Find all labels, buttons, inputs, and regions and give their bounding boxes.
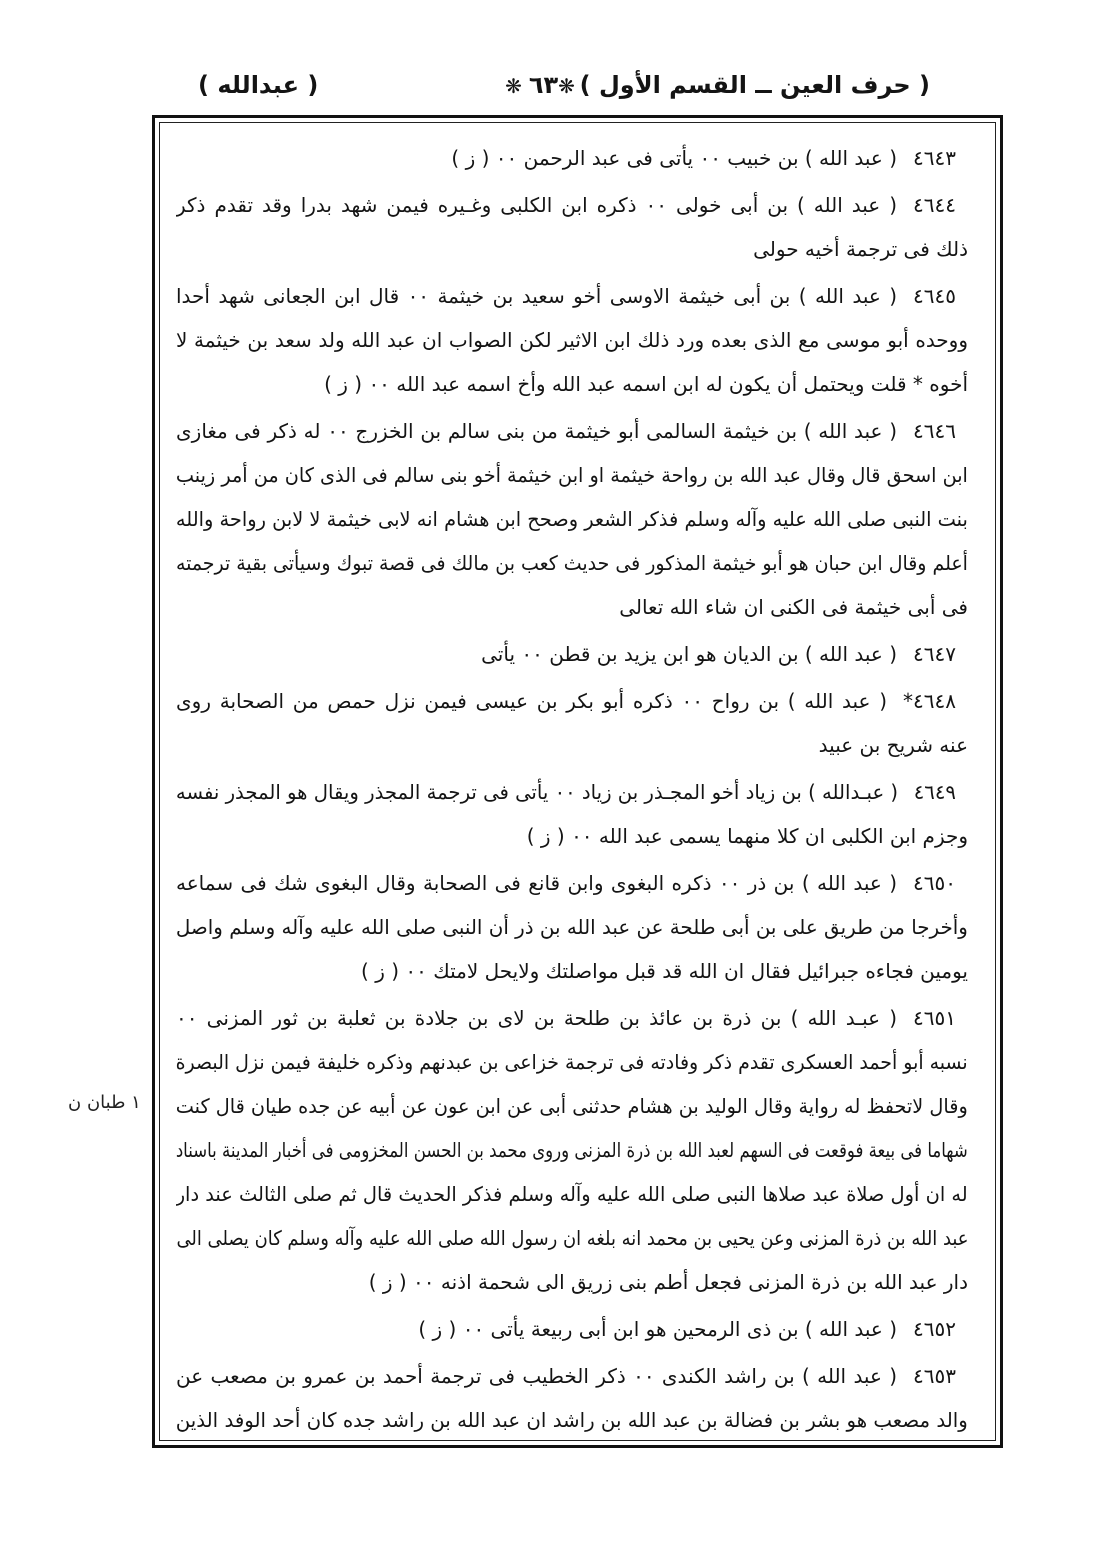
text-line	[176, 136, 968, 180]
text-line	[176, 770, 968, 814]
text-line	[176, 1354, 968, 1398]
text-line	[176, 541, 968, 585]
text-line-content	[176, 861, 956, 905]
entry-text: ( عبد الله ) بن ذر ٠٠ ذكره البغوى وابن قانع فى الصحابة وقال البغوى شك فى سماعه	[176, 871, 898, 895]
text-line	[176, 949, 968, 993]
text-line	[176, 409, 968, 453]
page-number: ❋ ٦٣ ❋	[470, 66, 610, 104]
text-line-content	[361, 949, 968, 993]
text-line-content	[451, 136, 956, 180]
text-line-content	[176, 905, 968, 949]
text-line-content	[176, 453, 968, 497]
entry-number: ٤٦٤٣	[913, 146, 956, 170]
text-line-content	[176, 770, 956, 814]
entry-text: عبد الله بن ذرة المزنى وعن يحيى بن محمد انه بلغه ان رسول الله صلى الله عليه وآله وسلم كان يصلى الى	[176, 1226, 968, 1250]
entry-text: فى أبى خيثمة فى الكنى ان شاء الله تعالى	[619, 595, 968, 619]
text-line	[176, 814, 968, 858]
entry-text: دار عبد الله بن ذرة المزنى فجعل أطم بنى زريق الى شحمة اذنه ٠٠ ( ز )	[368, 1270, 968, 1294]
text-line-content	[619, 585, 968, 629]
entry-text: ( عبد الله ) بن ذى الرمحين هو ابن أبى ربيعة يأتى ٠٠ ( ز )	[418, 1317, 898, 1341]
entries-column	[176, 136, 968, 1445]
text-line	[176, 318, 968, 362]
text-line-content	[176, 679, 956, 723]
entry-number: ٤٦٤٨*	[903, 689, 956, 713]
entry-number: ٤٦٥٠	[913, 871, 956, 895]
entry-text: شهاما فى بيعة فوقعت فى السهم لعبد الله بن ذرة المزنى وروى محمد بن الحسن المخزومى فى أخبار المدينة باسناد	[176, 1138, 968, 1162]
margin-note: ١ طبان ن	[68, 1092, 141, 1113]
running-header-name: ( عبدالله )	[198, 71, 319, 99]
text-line	[176, 996, 968, 1040]
entry-text: ذلك فى ترجمة أخيه حولى	[753, 237, 968, 261]
text-line-content	[176, 996, 956, 1040]
text-line	[176, 723, 968, 767]
text-line-content	[176, 409, 956, 453]
entry-text: عنه شريح بن عبيد	[818, 733, 968, 757]
entry-text: ( عبد الله ) بن راشد الكندى ٠٠ ذكر الخطيب فى ترجمة أحمد بن عمرو بن مصعب عن	[176, 1364, 898, 1388]
text-line-content	[753, 227, 968, 271]
text-line-content	[527, 814, 968, 858]
text-line-content	[369, 1260, 968, 1304]
entry-text: وجزم ابن الكلبى ان كلا منهما يسمى عبد الله ٠٠ ( ز )	[526, 824, 968, 848]
entry	[176, 409, 968, 629]
text-line-content	[176, 1398, 968, 1442]
entry-text: ابن اسحق قال وقال عبد الله بن رواحة خيثمة او ابن خيثمة أخو بنى سالم فى الذى كان من أمر زينب	[176, 463, 968, 487]
text-line-content	[481, 632, 956, 676]
text-line	[176, 183, 968, 227]
text-line	[176, 1040, 968, 1084]
entry-text: ( عبد الله ) بن رواح ٠٠ ذكره أبو بكر بن عيسى فيمن نزل حمص من الصحابة روى	[176, 689, 888, 713]
entry-text: والد مصعب هو بشر بن فضالة بن عبد الله بن راشد ان عبد الله بن راشد جده كان أحد الوفد الذين	[176, 1408, 968, 1432]
entry-text: ( عبد الله ) بن أبى خولى ٠٠ ذكره ابن الكلبى وغـيره فيمن شهد بدرا وقد تقدم ذكر	[176, 193, 898, 217]
text-line-content	[324, 362, 968, 406]
text-line-content	[176, 1128, 968, 1172]
entry-number: ٤٦٥١	[913, 1006, 956, 1030]
text-line	[176, 632, 968, 676]
text-line	[176, 1216, 968, 1260]
text-line	[176, 585, 968, 629]
text-line	[176, 1398, 968, 1442]
text-line	[176, 227, 968, 271]
entry-text: ( عبـد الله ) بن ذرة بن عائذ بن طلحة بن لاى بن جلادة بن ثعلبة بن ثور المزنى ٠٠	[176, 1006, 898, 1030]
text-line	[176, 905, 968, 949]
text-line	[176, 497, 968, 541]
entry-text: ( عبـدالله ) بن زياد أخو المجـذر بن زياد ٠٠ يأتى فى ترجمة المجذر ويقال هو المجذر نفسه	[176, 780, 899, 804]
text-line-content	[176, 541, 968, 585]
entry	[176, 274, 968, 406]
text-line-content	[176, 274, 956, 318]
text-line-content	[176, 318, 968, 362]
text-line-content	[176, 1084, 968, 1128]
entry-number: ٤٦٤٩	[913, 780, 956, 804]
text-line-content	[176, 497, 968, 541]
text-line	[176, 362, 968, 406]
text-line-content	[176, 1172, 968, 1216]
text-line	[176, 861, 968, 905]
entry	[176, 861, 968, 993]
entry-number: ٤٦٤٤	[913, 193, 956, 217]
running-header-chapter: ( حرف العين ــ القسم الأول )	[579, 71, 930, 99]
entry	[176, 632, 968, 676]
entry	[176, 996, 968, 1304]
text-line-content	[819, 723, 968, 767]
text-line-content	[418, 1307, 956, 1351]
entry-number: ٤٦٥٢	[913, 1317, 956, 1341]
entry	[176, 1307, 968, 1351]
text-line	[176, 1172, 968, 1216]
text-line	[176, 274, 968, 318]
text-line-content	[176, 1354, 956, 1398]
entry-number: ٤٦٥٣	[913, 1364, 956, 1388]
entry-text: بنت النبى صلى الله عليه وآله وسلم فذكر الشعر وصحح ابن هشام انه لابى خيثمة لا لابن رواحة والله	[176, 507, 968, 531]
text-line	[176, 453, 968, 497]
text-line	[176, 1307, 968, 1351]
entry-number: ٤٦٤٦	[913, 419, 956, 443]
entry-text: نسبه أبو أحمد العسكرى تقدم ذكر وفادته فى ترجمة خزاعى بن عبدنهم وذكره خليفة فيمن نزل البصرة	[176, 1050, 968, 1074]
entry	[176, 1354, 968, 1442]
entry-text: له ان أول صلاة عبد صلاها النبى صلى الله عليه وآله وسلم فذكر الحديث قال ثم صلى الثالث عند دار	[176, 1182, 968, 1206]
entry-text: ( عبد الله ) بن خبيب ٠٠ يأتى فى عبد الرحمن ٠٠ ( ز )	[451, 146, 898, 170]
entry	[176, 679, 968, 767]
entry-text: أخوه * قلت ويحتمل أن يكون له ابن اسمه عبد الله وأخ اسمه عبد الله ٠٠ ( ز )	[324, 372, 968, 396]
entry-text: ( عبد الله ) بن خيثمة السالمى أبو خيثمة من بنى سالم بن الخزرج ٠٠ له ذكر فى مغازى	[176, 419, 898, 443]
entry-number: ٤٦٤٥	[913, 284, 956, 308]
text-line	[176, 679, 968, 723]
entry-text: وأخرجا من طريق على بن أبى طلحة عن عبد الله بن ذر أن النبى صلى الله عليه وآله وسلم واصل	[176, 915, 968, 939]
entry-text: أعلم وقال ابن حبان هو أبو خيثمة المذكور فى حديث كعب بن مالك فى قصة تبوك وسيأتى بقية ترجمته	[176, 551, 968, 575]
entry-text: ( عبد الله ) بن أبى خيثمة الاوسى أخو سعيد بن خيثمة ٠٠ قال ابن الجعانى شهد أحدا	[176, 284, 898, 308]
entry-text: ووحده أبو موسى مع الذى بعده ورد ذلك ابن الاثير لكن الصواب ان عبد الله ولد سعد بن خيثمة لا	[176, 328, 968, 352]
entry-text: يومين فجاءه جبرائيل فقال ان الله قد قبل مواصلتك ولايحل لامتك ٠٠ ( ز )	[361, 959, 968, 983]
text-line	[176, 1260, 968, 1304]
entry	[176, 183, 968, 271]
text-line-content	[176, 183, 956, 227]
entry	[176, 770, 968, 858]
text-line	[176, 1084, 968, 1128]
entry-number: ٤٦٤٧	[913, 642, 956, 666]
entry	[176, 136, 968, 180]
entry-text: ( عبد الله ) بن الديان هو ابن يزيد بن قطن ٠٠ يأتى	[481, 642, 898, 666]
text-line	[176, 1128, 968, 1172]
text-line-content	[176, 1216, 968, 1260]
entry-text: وقال لاتحفظ له رواية وقال الوليد بن هشام حدثنى أبى عن ابن عون عن أبيه عن جده طيان قال كنت	[176, 1094, 968, 1118]
text-line-content	[176, 1040, 968, 1084]
